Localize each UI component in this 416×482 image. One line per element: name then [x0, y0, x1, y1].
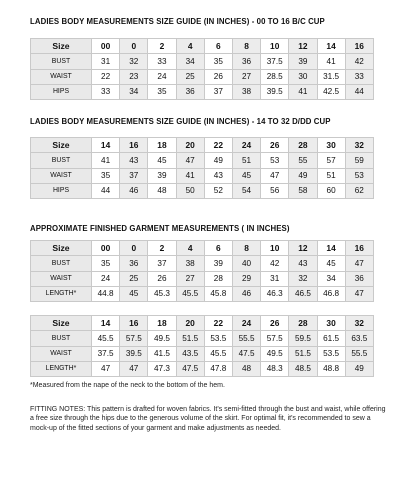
- size-header-cell: 6: [204, 241, 232, 256]
- measurement-cell: 46: [120, 183, 148, 198]
- measurement-cell: 47.5: [176, 361, 204, 376]
- measurement-cell: 39: [148, 168, 176, 183]
- measurement-cell: 26: [204, 69, 232, 84]
- measurement-cell: 52: [204, 183, 232, 198]
- measurement-cell: 36: [176, 84, 204, 99]
- footnote: *Measured from the nape of the neck to the bottom of the hem.: [30, 382, 225, 389]
- size-header-label: Size: [31, 138, 92, 153]
- measurement-cell: 41: [317, 54, 345, 69]
- size-header-row: [31, 316, 374, 331]
- measurement-cell: 38: [176, 256, 204, 271]
- measurement-cell: 34: [120, 84, 148, 99]
- measurement-cell: 48.8: [317, 361, 345, 376]
- measurement-cell: 51: [317, 168, 345, 183]
- measurement-cell: 46.3: [261, 286, 289, 301]
- measurement-cell: 53: [345, 168, 373, 183]
- measurement-cell: 24: [92, 271, 120, 286]
- size-header-cell: 00: [92, 39, 120, 54]
- measurement-cell: 30: [289, 69, 317, 84]
- measurement-cell: 41: [92, 153, 120, 168]
- measurement-cell: 36: [120, 256, 148, 271]
- measurement-cell: 49: [289, 168, 317, 183]
- size-header-cell: 0: [120, 241, 148, 256]
- row-label: WAIST: [31, 168, 92, 183]
- size-header-cell: 20: [176, 138, 204, 153]
- measurement-cell: 36: [345, 271, 373, 286]
- measurement-cell: 44: [345, 84, 373, 99]
- measurement-cell: 28: [204, 271, 232, 286]
- measurement-cell: 63.5: [345, 331, 373, 346]
- row-label: BUST: [31, 153, 92, 168]
- size-header-cell: 8: [232, 39, 260, 54]
- size-header-cell: 6: [204, 39, 232, 54]
- measurement-cell: 26: [148, 271, 176, 286]
- table-row: [31, 361, 374, 376]
- measurement-cell: 50: [176, 183, 204, 198]
- row-label: BUST: [31, 331, 92, 346]
- size-header-cell: 12: [289, 241, 317, 256]
- measurement-cell: 37.5: [261, 54, 289, 69]
- measurement-cell: 31: [261, 271, 289, 286]
- measurement-cell: 39.5: [120, 346, 148, 361]
- size-header-cell: 16: [120, 316, 148, 331]
- measurement-cell: 27: [232, 69, 260, 84]
- measurement-cell: 57.5: [120, 331, 148, 346]
- size-header-cell: 4: [176, 241, 204, 256]
- size-header-cell: 32: [345, 138, 373, 153]
- measurement-cell: 45.5: [204, 346, 232, 361]
- measurement-cell: 58: [289, 183, 317, 198]
- measurement-cell: 43: [204, 168, 232, 183]
- size-header-cell: 16: [345, 241, 373, 256]
- measurement-cell: 62: [345, 183, 373, 198]
- size-header-cell: 26: [261, 138, 289, 153]
- measurement-cell: 57: [317, 153, 345, 168]
- size-header-cell: 16: [120, 138, 148, 153]
- row-label: HIPS: [31, 183, 92, 198]
- table-row: [31, 286, 374, 301]
- measurement-cell: 31: [92, 54, 120, 69]
- size-table-garment-00-16: [30, 240, 374, 302]
- measurement-cell: 32: [289, 271, 317, 286]
- size-header-label: Size: [31, 241, 92, 256]
- measurement-cell: 37: [204, 84, 232, 99]
- measurement-cell: 41: [289, 84, 317, 99]
- measurement-cell: 46.8: [317, 286, 345, 301]
- size-header-cell: 8: [232, 241, 260, 256]
- table-row: [31, 271, 374, 286]
- size-header-cell: 14: [92, 316, 120, 331]
- measurement-cell: 45: [317, 256, 345, 271]
- row-label: LENGTH*: [31, 286, 92, 301]
- size-header-cell: 14: [317, 241, 345, 256]
- measurement-cell: 45: [232, 168, 260, 183]
- row-label: LENGTH*: [31, 361, 92, 376]
- measurement-cell: 45: [148, 153, 176, 168]
- size-header-cell: 24: [232, 138, 260, 153]
- measurement-cell: 45.3: [148, 286, 176, 301]
- size-header-cell: 12: [289, 39, 317, 54]
- size-header-row: [31, 138, 374, 153]
- size-header-cell: 26: [261, 316, 289, 331]
- measurement-cell: 25: [120, 271, 148, 286]
- measurement-cell: 55: [289, 153, 317, 168]
- measurement-cell: 59.5: [289, 331, 317, 346]
- measurement-cell: 48.3: [261, 361, 289, 376]
- measurement-cell: 51.5: [176, 331, 204, 346]
- table-row: [31, 183, 374, 198]
- measurement-cell: 35: [92, 256, 120, 271]
- measurement-cell: 47: [345, 286, 373, 301]
- size-table-garment-14-32: [30, 315, 374, 377]
- size-table-body-14-32: [30, 137, 374, 199]
- measurement-cell: 47: [92, 361, 120, 376]
- measurement-cell: 47: [176, 153, 204, 168]
- measurement-cell: 59: [345, 153, 373, 168]
- row-label: HIPS: [31, 84, 92, 99]
- size-header-cell: 32: [345, 316, 373, 331]
- measurement-cell: 41: [176, 168, 204, 183]
- measurement-cell: 47.3: [148, 361, 176, 376]
- fitting-notes: FITTING NOTES: This pattern is drafted for woven fabrics. It's semi-fitted through the bust and waist, while offering a free size through the hips due to the generous volume of the skirt. For optimal fit, it's recommended to sew a mock-up of the fitted sections of your garment and make adjustments as needed.: [30, 406, 386, 432]
- measurement-cell: 49: [345, 361, 373, 376]
- size-header-cell: 20: [176, 316, 204, 331]
- measurement-cell: 44.8: [92, 286, 120, 301]
- measurement-cell: 35: [92, 168, 120, 183]
- size-header-cell: 00: [92, 241, 120, 256]
- measurement-cell: 40: [232, 256, 260, 271]
- size-header-cell: 18: [148, 138, 176, 153]
- measurement-cell: 46.5: [289, 286, 317, 301]
- size-header-cell: 22: [204, 316, 232, 331]
- row-label: WAIST: [31, 346, 92, 361]
- measurement-cell: 45.8: [204, 286, 232, 301]
- section-title-body-00-16: LADIES BODY MEASUREMENTS SIZE GUIDE (IN INCHES) - 00 TO 16 B/C CUP: [30, 17, 325, 26]
- size-header-cell: 30: [317, 138, 345, 153]
- size-header-cell: 14: [92, 138, 120, 153]
- size-header-label: Size: [31, 316, 92, 331]
- measurement-cell: 49.5: [148, 331, 176, 346]
- table-row: [31, 168, 374, 183]
- measurement-cell: 28.5: [261, 69, 289, 84]
- size-header-cell: 18: [148, 316, 176, 331]
- measurement-cell: 53.5: [204, 331, 232, 346]
- section-title-body-14-32: LADIES BODY MEASUREMENTS SIZE GUIDE (IN INCHES) - 14 TO 32 D/DD CUP: [30, 117, 331, 126]
- measurement-cell: 38: [232, 84, 260, 99]
- measurement-cell: 57.5: [261, 331, 289, 346]
- measurement-cell: 25: [176, 69, 204, 84]
- measurement-cell: 39.5: [261, 84, 289, 99]
- measurement-cell: 33: [345, 69, 373, 84]
- size-header-cell: 10: [261, 39, 289, 54]
- measurement-cell: 43: [289, 256, 317, 271]
- measurement-cell: 32: [120, 54, 148, 69]
- measurement-cell: 60: [317, 183, 345, 198]
- size-header-label: Size: [31, 39, 92, 54]
- measurement-cell: 33: [92, 84, 120, 99]
- table-row: [31, 84, 374, 99]
- measurement-cell: 34: [176, 54, 204, 69]
- measurement-cell: 47: [345, 256, 373, 271]
- size-header-cell: 0: [120, 39, 148, 54]
- size-header-cell: 10: [261, 241, 289, 256]
- size-header-cell: 24: [232, 316, 260, 331]
- measurement-cell: 48.5: [289, 361, 317, 376]
- size-header-cell: 14: [317, 39, 345, 54]
- measurement-cell: 48: [148, 183, 176, 198]
- measurement-cell: 51.5: [289, 346, 317, 361]
- table-row: [31, 346, 374, 361]
- measurement-cell: 22: [92, 69, 120, 84]
- measurement-cell: 34: [317, 271, 345, 286]
- row-label: BUST: [31, 54, 92, 69]
- measurement-cell: 27: [176, 271, 204, 286]
- size-header-cell: 16: [345, 39, 373, 54]
- measurement-cell: 56: [261, 183, 289, 198]
- measurement-cell: 39: [289, 54, 317, 69]
- size-header-cell: 4: [176, 39, 204, 54]
- size-header-cell: 2: [148, 39, 176, 54]
- measurement-cell: 48: [232, 361, 260, 376]
- row-label: BUST: [31, 256, 92, 271]
- measurement-cell: 45.5: [176, 286, 204, 301]
- measurement-cell: 55.5: [345, 346, 373, 361]
- table-row: [31, 153, 374, 168]
- size-header-cell: 30: [317, 316, 345, 331]
- measurement-cell: 49: [204, 153, 232, 168]
- measurement-cell: 55.5: [232, 331, 260, 346]
- measurement-cell: 36: [232, 54, 260, 69]
- measurement-cell: 51: [232, 153, 260, 168]
- table-row: [31, 69, 374, 84]
- measurement-cell: 53: [261, 153, 289, 168]
- measurement-cell: 35: [204, 54, 232, 69]
- measurement-cell: 45: [120, 286, 148, 301]
- measurement-cell: 47: [261, 168, 289, 183]
- size-header-cell: 28: [289, 316, 317, 331]
- measurement-cell: 33: [148, 54, 176, 69]
- measurement-cell: 39: [204, 256, 232, 271]
- measurement-cell: 37.5: [92, 346, 120, 361]
- measurement-cell: 54: [232, 183, 260, 198]
- table-row: [31, 331, 374, 346]
- measurement-cell: 43.5: [176, 346, 204, 361]
- measurement-cell: 31.5: [317, 69, 345, 84]
- size-header-cell: 28: [289, 138, 317, 153]
- table-row: [31, 54, 374, 69]
- size-table-body-00-16: [30, 38, 374, 100]
- measurement-cell: 37: [148, 256, 176, 271]
- measurement-cell: 35: [148, 84, 176, 99]
- measurement-cell: 61.5: [317, 331, 345, 346]
- measurement-cell: 46: [232, 286, 260, 301]
- size-header-row: [31, 241, 374, 256]
- measurement-cell: 53.5: [317, 346, 345, 361]
- measurement-cell: 29: [232, 271, 260, 286]
- measurement-cell: 47.5: [232, 346, 260, 361]
- measurement-cell: 42: [345, 54, 373, 69]
- table-row: [31, 256, 374, 271]
- measurement-cell: 42: [261, 256, 289, 271]
- size-header-row: [31, 39, 374, 54]
- measurement-cell: 43: [120, 153, 148, 168]
- size-header-cell: 22: [204, 138, 232, 153]
- measurement-cell: 47.8: [204, 361, 232, 376]
- measurement-cell: 37: [120, 168, 148, 183]
- measurement-cell: 42.5: [317, 84, 345, 99]
- measurement-cell: 49.5: [261, 346, 289, 361]
- row-label: WAIST: [31, 69, 92, 84]
- section-title-finished-garment: APPROXIMATE FINISHED GARMENT MEASUREMENTS ( IN INCHES): [30, 224, 290, 233]
- measurement-cell: 24: [148, 69, 176, 84]
- size-header-cell: 2: [148, 241, 176, 256]
- measurement-cell: 41.5: [148, 346, 176, 361]
- measurement-cell: 44: [92, 183, 120, 198]
- measurement-cell: 23: [120, 69, 148, 84]
- measurement-cell: 45.5: [92, 331, 120, 346]
- measurement-cell: 47: [120, 361, 148, 376]
- row-label: WAIST: [31, 271, 92, 286]
